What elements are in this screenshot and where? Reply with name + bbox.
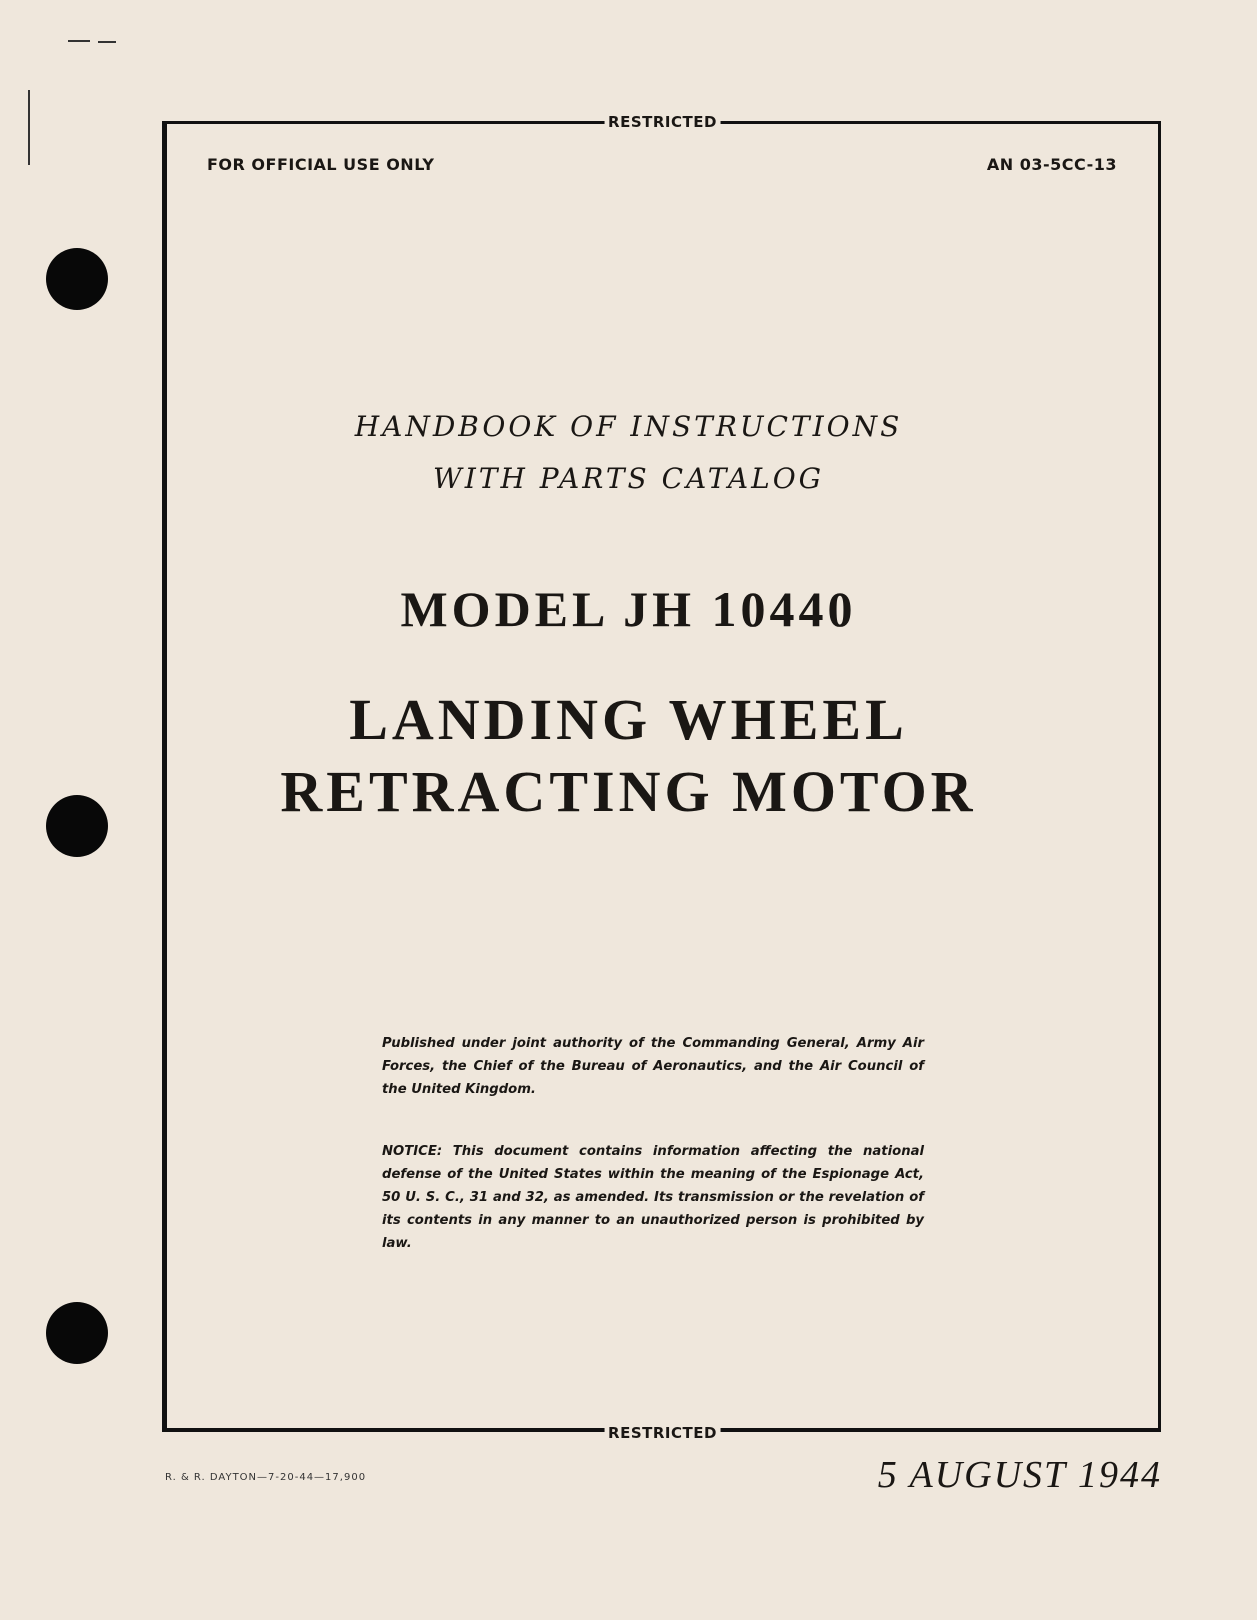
publication-date: 5 AUGUST 1944 bbox=[877, 1454, 1162, 1496]
handbook-title-line2: WITH PARTS CATALOG bbox=[432, 462, 825, 495]
subject-line2: RETRACTING MOTOR bbox=[280, 759, 977, 824]
scan-mark bbox=[98, 41, 116, 43]
authority-statement: Published under joint authority of the Commanding General, Army Air Forces, the Chief of the Bureau of Aeronautics, and the Air Council of the United Kingdom. bbox=[382, 1036, 924, 1097]
official-use-label: FOR OFFICIAL USE ONLY bbox=[207, 155, 435, 174]
classification-top: RESTRICTED bbox=[604, 113, 721, 131]
subject-line1: LANDING WHEEL bbox=[349, 687, 908, 752]
document-number: AN 03-5CC-13 bbox=[986, 155, 1117, 174]
classification-bottom: RESTRICTED bbox=[604, 1424, 721, 1442]
scan-mark bbox=[68, 40, 90, 42]
scan-mark bbox=[28, 90, 30, 165]
handbook-title-line1: HANDBOOK OF INSTRUCTIONS bbox=[354, 410, 903, 443]
model-title: MODEL JH 10440 bbox=[400, 581, 857, 637]
punch-hole bbox=[46, 248, 108, 310]
printer-imprint: R. & R. DAYTON—7-20-44—17,900 bbox=[165, 1472, 367, 1483]
punch-hole bbox=[46, 1302, 108, 1364]
espionage-notice: NOTICE: This document contains information affecting the national defense of the United States within the meaning of the Espionage Act, 50 U. S. C., 31 and 32, as amended. Its transmission or the revelation of its contents in any manner to an unauthorized person is prohibited by law. bbox=[382, 1144, 924, 1251]
